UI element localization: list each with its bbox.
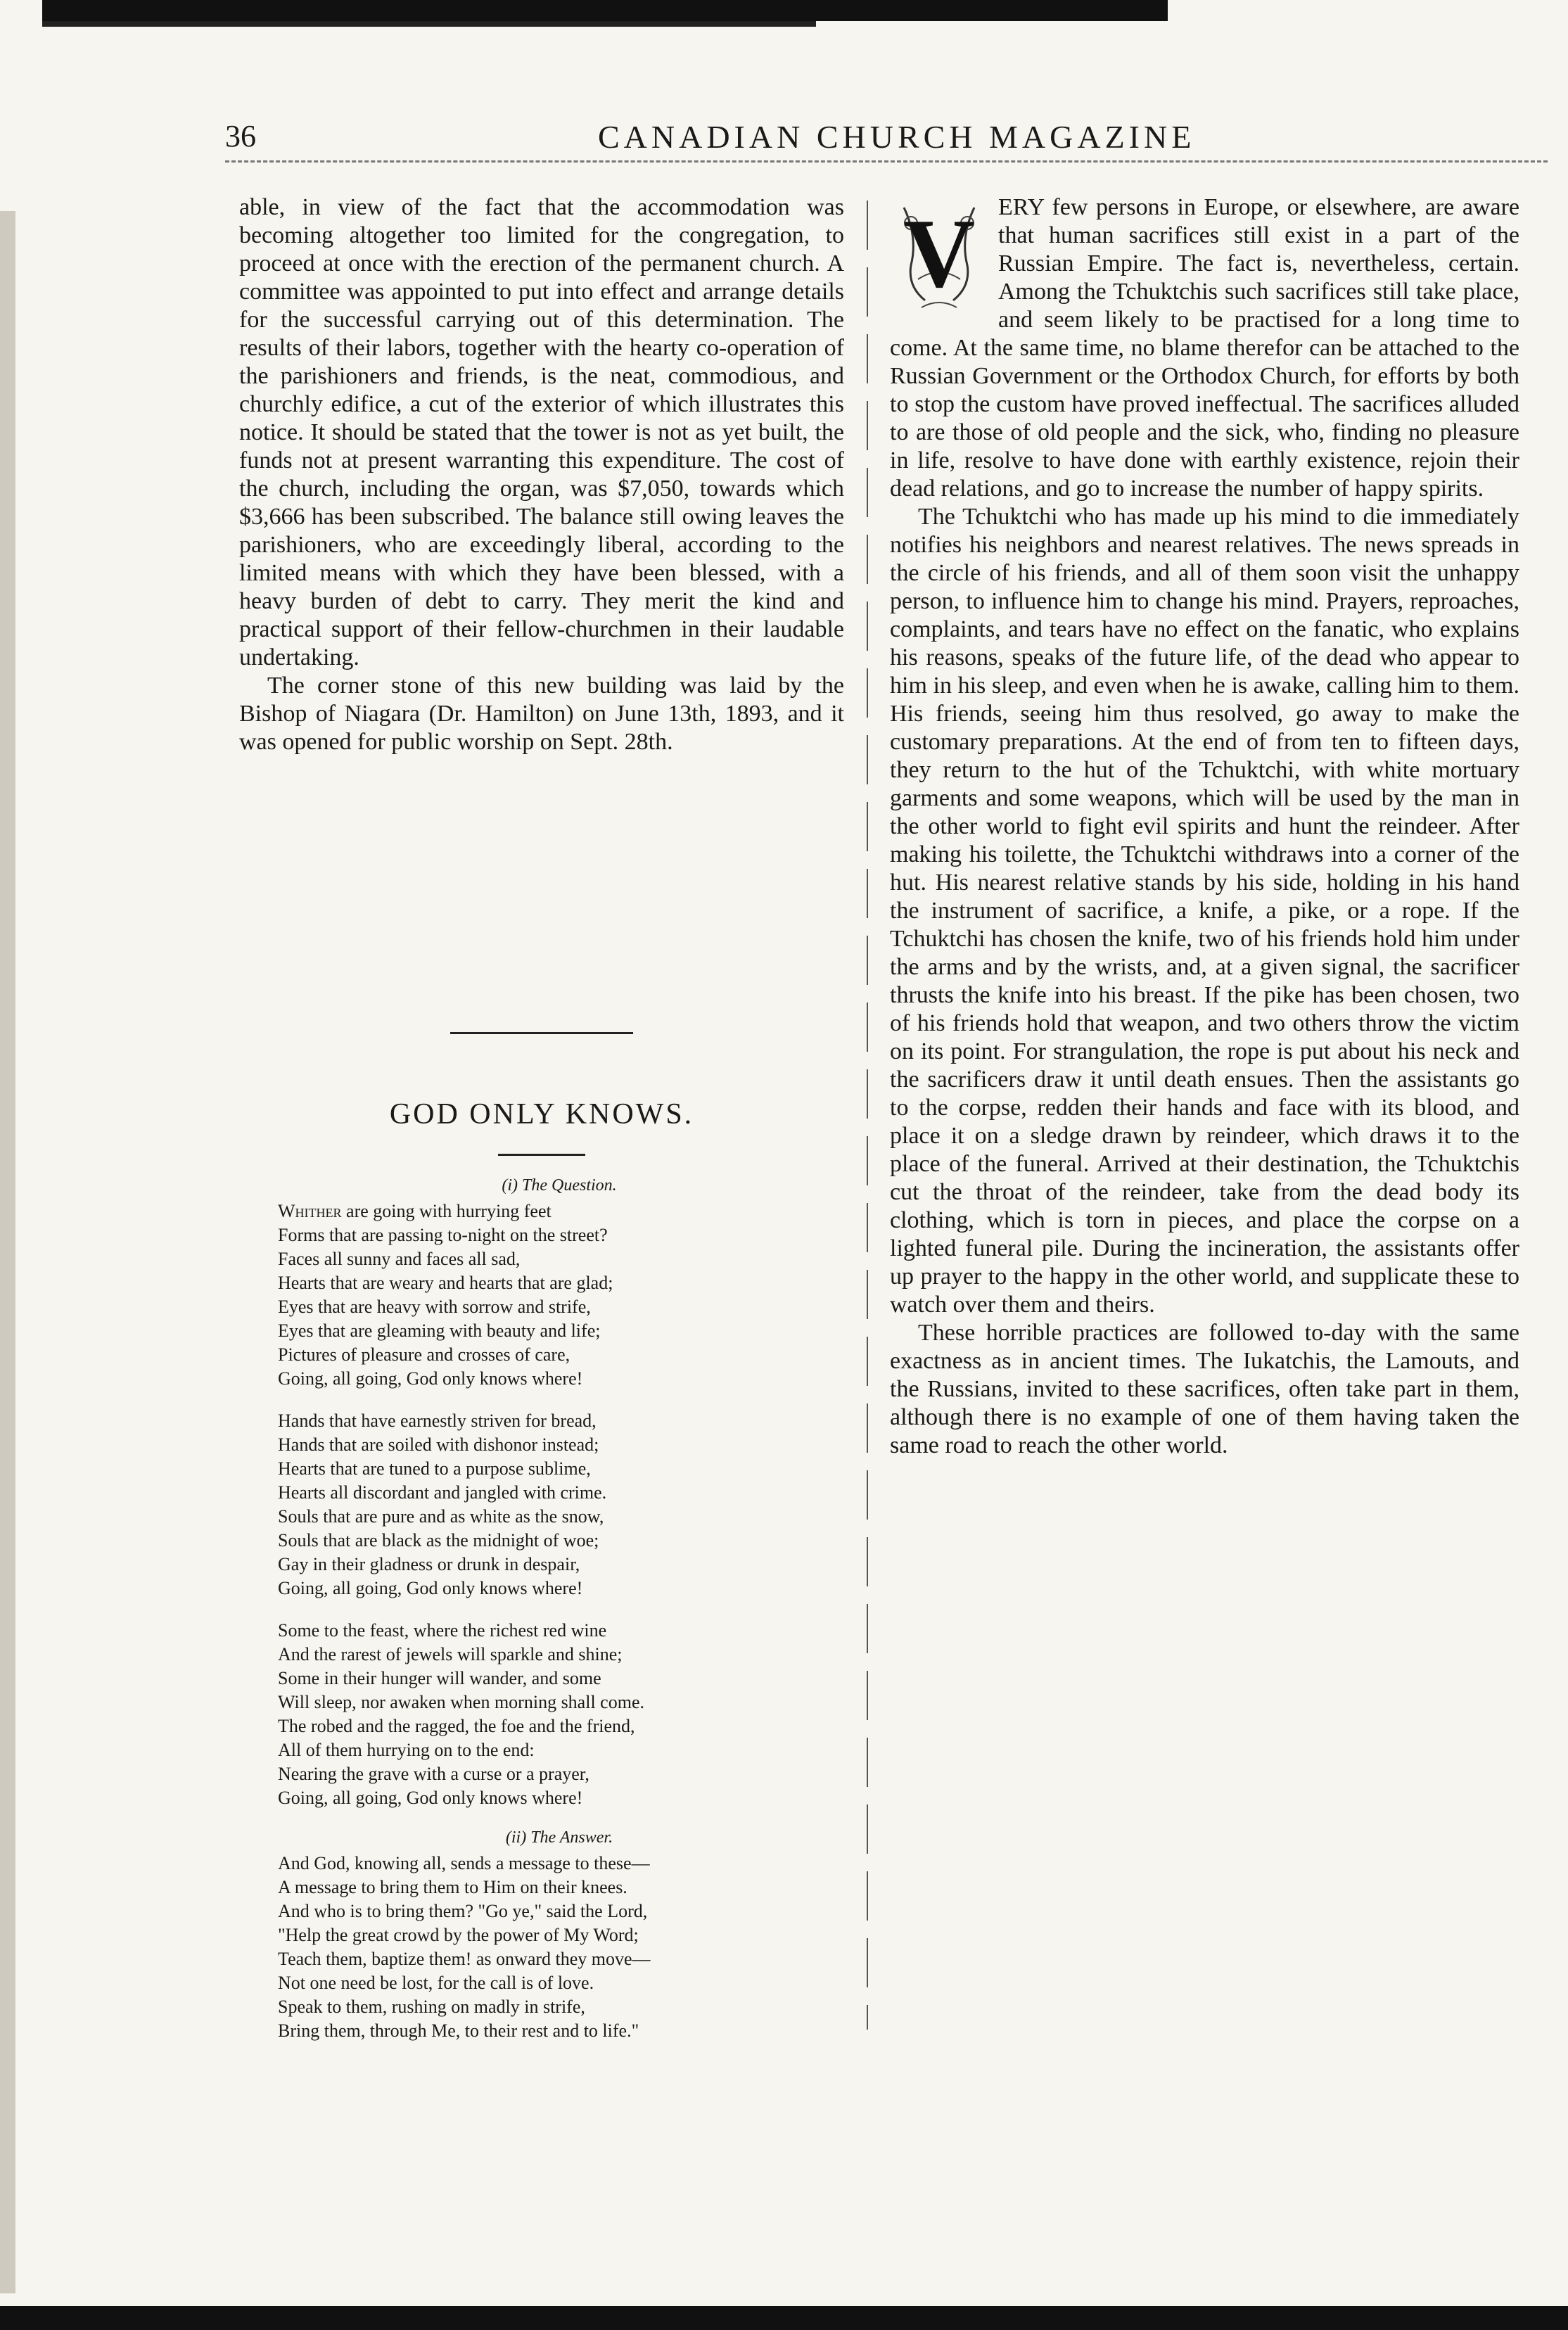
poem-line: And God, knowing all, sends a message to these— bbox=[278, 1853, 650, 1873]
top-border-rule-thin bbox=[42, 21, 816, 27]
page-edge-shadow bbox=[0, 211, 15, 2293]
poem-stanza-3 bbox=[278, 1619, 841, 1810]
left-column-article bbox=[239, 193, 844, 756]
poem-line: All of them hurrying on to the end: bbox=[278, 1740, 535, 1760]
poem-line: Speak to them, rushing on madly in strife, bbox=[278, 1997, 585, 2017]
poem-first-word: Whither bbox=[278, 1201, 342, 1221]
right-column-article bbox=[890, 193, 1519, 1460]
poem-line: Some in their hunger will wander, and some bbox=[278, 1668, 601, 1688]
poem-line: Will sleep, nor awaken when morning shall come. bbox=[278, 1692, 644, 1712]
poem-title-rule bbox=[498, 1154, 585, 1156]
poem-line: Bring them, through Me, to their rest and to life." bbox=[278, 2020, 639, 2041]
poem-stanza-2 bbox=[278, 1409, 841, 1600]
bottom-border-rule bbox=[0, 2306, 1568, 2330]
poem-line: And the rarest of jewels will sparkle and shine; bbox=[278, 1644, 623, 1664]
poem-line: Hands that have earnestly striven for bread, bbox=[278, 1411, 597, 1431]
poem-line: Faces all sunny and faces all sad, bbox=[278, 1249, 521, 1269]
article-paragraph-1: able, in view of the fact that the accommodation was becoming altogether too limited for the congregation, to proceed at once with the erection of the permanent church. A committee was appointed to put into effect and arrange details for the successful carrying out of this determination. The results of their labors, together with the hearty co-operation of the parishioners and friends, is the neat, commodious, and churchly edifice, a cut of the exterior of which illustrates this notice. It should be stated that the tower is not as yet built, the funds not at present warranting this expenditure. The cost of the church, including the organ, was $7,050, towards which $3,666 has been subscribed. The balance still owing leaves the parishioners, who are exceedingly liberal, according to the limited means with which they have been blessed, with a heavy burden of debt to carry. They merit the kind and practical support of their fellow-churchmen in their laudable undertaking. bbox=[239, 194, 844, 670]
poem-stanza-1 bbox=[278, 1199, 841, 1391]
poem-line: Souls that are pure and as white as the snow, bbox=[278, 1506, 604, 1527]
poem-line bbox=[278, 1199, 841, 1223]
article-paragraph-1: ERY few persons in Europe, or elsewhere, are aware that human sacrifices still exist in a part of the Russian Empire. The fact is, nevertheless, certain. Among the Tchuktchis such sacrifices still take place, and seem likely to be practised for a long time to come. At the same time, no blame therefor can be attached to the Russian Government or the Orthodox Church, for efforts by both to stop the custom have proved ineffectual. The sacrifices alluded to are those of old people and the sick, who, finding no pleasure in life, resolve to have done with earthly existence, rejoin their dead relations, and go to increase the number of happy spirits. bbox=[890, 194, 1519, 502]
poem-line: And who is to bring them? "Go ye," said the Lord, bbox=[278, 1901, 648, 1921]
poem-line: Hearts that are tuned to a purpose sublime, bbox=[278, 1458, 591, 1479]
magazine-title: CANADIAN CHURCH MAGAZINE bbox=[598, 119, 1196, 155]
poem-part1-heading: (i) The Question. bbox=[502, 1176, 617, 1195]
poem-line: Eyes that are heavy with sorrow and strife, bbox=[278, 1297, 591, 1317]
poem-line: Going, all going, God only knows where! bbox=[278, 1578, 583, 1598]
poem-line: Hearts that are weary and hearts that are glad; bbox=[278, 1273, 613, 1293]
section-divider bbox=[450, 1032, 633, 1034]
page-header bbox=[225, 118, 1548, 160]
poem-line: Some to the feast, where the richest red wine bbox=[278, 1620, 607, 1641]
article-paragraph-3: These horrible practices are followed to-day with the same exactness as in ancient times. The Iukatchis, the Lamouts, and the Russians, invited to these sacrifices, often take part in them, although there is no example of one of them having taken the same road to reach the other world. bbox=[890, 1320, 1519, 1458]
poem-line: Teach them, baptize them! as onward they move— bbox=[278, 1949, 651, 1969]
drop-cap-ornament-icon bbox=[890, 195, 988, 314]
poem-line: Going, all going, God only knows where! bbox=[278, 1788, 583, 1808]
poem-line: Going, all going, God only knows where! bbox=[278, 1368, 583, 1389]
svg-text:V: V bbox=[903, 199, 975, 308]
poem-stanza-4 bbox=[278, 1852, 841, 2043]
poem-line: Hands that are soiled with dishonor instead; bbox=[278, 1434, 599, 1455]
poem-line: Forms that are passing to-night on the street? bbox=[278, 1225, 608, 1245]
poem-line: Pictures of pleasure and crosses of care, bbox=[278, 1344, 571, 1365]
poem-line: A message to bring them to Him on their knees. bbox=[278, 1877, 627, 1897]
poem-line: Eyes that are gleaming with beauty and life; bbox=[278, 1320, 601, 1341]
poem bbox=[278, 1176, 841, 2061]
poem-line: Nearing the grave with a curse or a prayer, bbox=[278, 1764, 589, 1784]
poem-title: GOD ONLY KNOWS. bbox=[389, 1098, 694, 1131]
poem-line: Hearts all discordant and jangled with crime. bbox=[278, 1482, 607, 1503]
poem-line: The robed and the ragged, the foe and the friend, bbox=[278, 1716, 635, 1736]
ornamental-drop-cap bbox=[890, 195, 988, 314]
top-border-rule bbox=[42, 0, 1168, 21]
poem-line: Souls that are black as the midnight of woe; bbox=[278, 1530, 599, 1551]
poem-part2-heading: (ii) The Answer. bbox=[505, 1828, 613, 1847]
article-paragraph-2: The Tchuktchi who has made up his mind to die immediately notifies his neighbors and nearest relatives. The news spreads in the circle of his friends, and all of them soon visit the unhappy person, to influence him to change his mind. Prayers, reproaches, complaints, and tears have no effect on the fanatic, who explains his reasons, speaks of the future life, of the dead who appear to him in his sleep, and even when he is awake, calling him to them. His friends, seeing him thus resolved, go away to make the customary preparations. At the end of from ten to fifteen days, they return to the hut of the Tchuktchi, with white mortuary garments and some weapons, which will be used by the man in the other world to fight evil spirits and hunt the reindeer. After making his toilette, the Tchuktchi withdraws into a corner of the hut. His nearest relative stands by his side, holding in his hand the instrument of sacrifice, a knife, a pike, or a rope. If the Tchuktchi has chosen the knife, two of his friends hold him under the arms and by the wrists, and, at a given signal, the sacrificer thrusts the knife into his breast. If the pike has been chosen, two of his friends hold that weapon, and two others throw the victim on its point. For strangulation, the rope is put about his neck and the sacrificers draw it until death ensues. Then the assistants go to the corpse, redden their hands and face with its blood, and place it on a sledge drawn by reindeer, which draws it to the place of the funeral. Arrived at their destination, the Tchuktchis cut the throat of the reindeer, take from the dead body its clothing, which is torn in pieces, and place the corpse on a lighted funeral pile. During the incineration, the assistants offer up prayer to the happy in the other world, and supplicate these to watch over them and theirs. bbox=[890, 504, 1519, 1318]
poem-line-text: are going with hurrying feet bbox=[341, 1201, 552, 1221]
article-paragraph-2: The corner stone of this new building was laid by the Bishop of Niagara (Dr. Hamilton) on June 13th, 1893, and it was opened for public worship on Sept. 28th. bbox=[239, 673, 844, 755]
poem-line: Not one need be lost, for the call is of love. bbox=[278, 1973, 594, 1993]
header-rule bbox=[225, 160, 1548, 163]
page-number: 36 bbox=[225, 119, 256, 153]
poem-line: Gay in their gladness or drunk in despair, bbox=[278, 1554, 580, 1574]
column-divider bbox=[867, 200, 868, 2030]
poem-line: "Help the great crowd by the power of My Word; bbox=[278, 1925, 639, 1945]
